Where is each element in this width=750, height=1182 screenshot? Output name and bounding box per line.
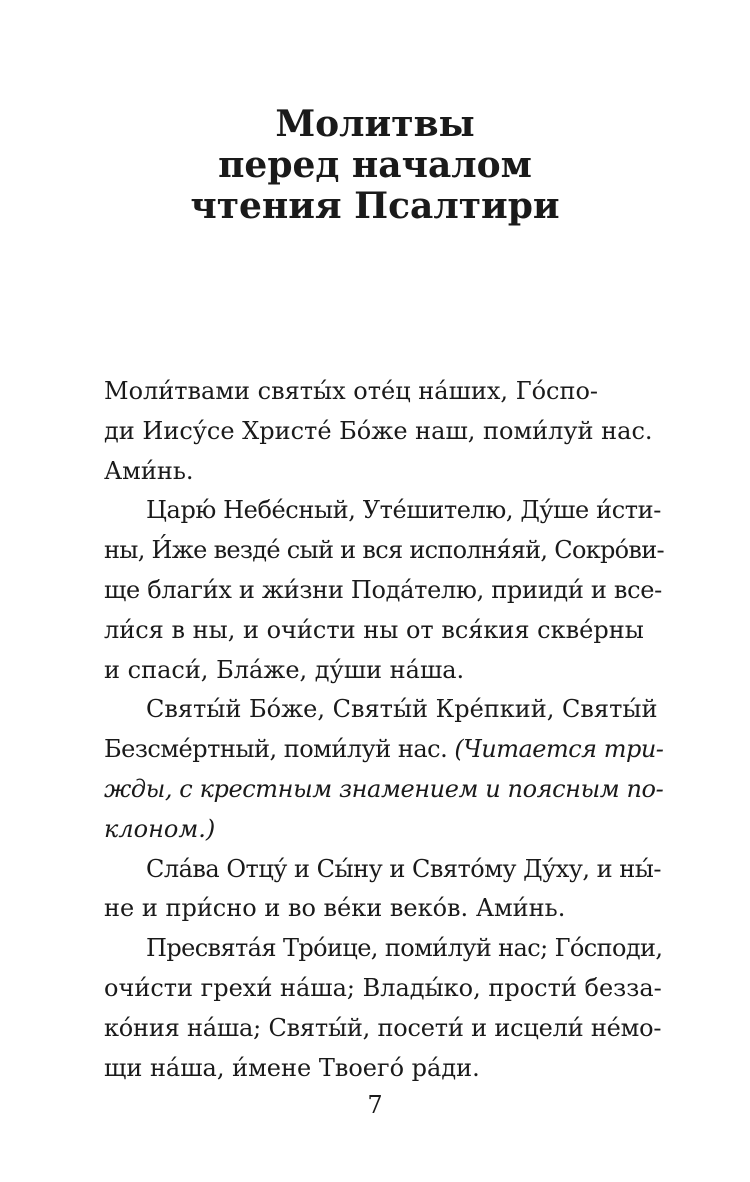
title-line: перед началом [218, 144, 532, 186]
text-line: Сла́ва Отцу́ и Сы́ну и Свято́му Ду́ху, и ны́- [146, 854, 662, 883]
text-line: и спаси́, Бла́же, ду́ши на́ша. [104, 655, 465, 684]
text-line: ны, И́же везде́ сый и вся исполня́яй, Сокро́ви- [104, 536, 664, 565]
text-segment: Безсме́ртный, поми́луй нас. [104, 735, 455, 764]
text-line: Ами́нь. [104, 456, 194, 485]
text-line: Пресвята́я Тро́ице, поми́луй нас; Го́споди, [146, 934, 663, 963]
text-line: Моли́твами святы́х оте́ц на́ших, Го́спо- [104, 377, 599, 405]
text-line: Святы́й Бо́же, Святы́й Кре́пкий, Святы́й [146, 695, 658, 724]
prayer-paragraph [104, 850, 664, 930]
text-line: ди Иису́се Христе́ Бо́же наш, поми́луй нас. [104, 416, 653, 445]
text-line: щи на́ша, и́мене Твоего́ ра́ди. [104, 1053, 480, 1082]
text-line: ко́ния на́ша; Святы́й, посети́ и исцели́ не́мо- [104, 1013, 662, 1042]
text-line: ли́ся в ны, и очи́сти ны от вся́кия скве́рны [104, 615, 644, 644]
text-line [104, 730, 664, 770]
prayer-paragraph [104, 929, 664, 1088]
text-line: ще благи́х и жи́зни Пода́телю, прииди́ и все- [104, 575, 662, 604]
text-line: очи́сти грехи́ на́ша; Влады́ко, прости́ безза- [104, 973, 662, 1002]
text-line: Царю́ Небе́сный, Уте́шителю, Ду́ше и́сти- [146, 496, 661, 525]
page-number: 7 [367, 1091, 383, 1119]
rubric-text: жды, с крестным знамением и поясным по- [104, 774, 664, 803]
title-line: Молитвы [275, 103, 475, 145]
title-line: чтения Псалтири [190, 185, 560, 227]
prayer-paragraph [104, 372, 664, 491]
text-line: не и при́сно и во ве́ки веко́в. Ами́нь. [104, 894, 566, 923]
prayer-text [104, 372, 664, 1088]
prayer-paragraph [104, 690, 664, 849]
rubric-text: (Читается три- [454, 735, 664, 764]
prayer-paragraph [104, 491, 664, 690]
rubric-text: клоном.) [104, 814, 216, 843]
page-title [0, 104, 750, 227]
